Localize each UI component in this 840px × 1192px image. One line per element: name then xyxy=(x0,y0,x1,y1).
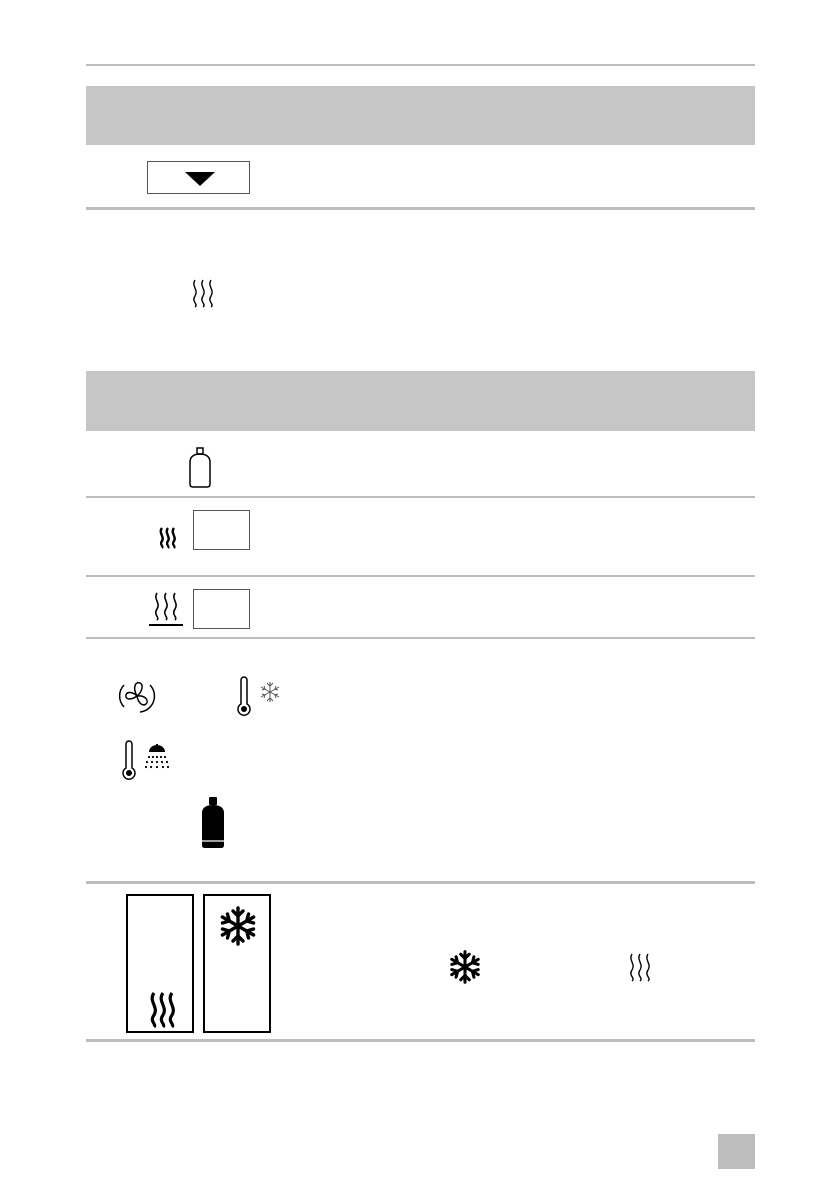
triangle-down-icon xyxy=(185,172,215,186)
snowflake-icon xyxy=(218,906,258,946)
divider xyxy=(86,1039,755,1042)
section-header-band xyxy=(86,86,755,145)
fan-icon xyxy=(118,677,156,715)
divider xyxy=(86,881,755,884)
thermometer-shower-icon xyxy=(121,740,169,780)
cooling-panel xyxy=(203,894,271,1033)
section-header-band-2 xyxy=(86,371,755,431)
heat-surface-icon xyxy=(149,591,183,627)
heat-waves-thin-icon xyxy=(627,952,653,982)
heat-waves-bold-icon xyxy=(158,527,178,549)
thermometer-snowflake-icon xyxy=(236,676,286,716)
divider xyxy=(86,207,755,210)
display-box xyxy=(193,510,250,550)
heat-waves-bold-icon xyxy=(148,991,178,1029)
gas-cylinder-filled-icon xyxy=(201,797,225,849)
gas-cylinder-outline-icon xyxy=(187,446,213,488)
page-tab xyxy=(718,1134,755,1169)
divider xyxy=(86,575,755,577)
divider xyxy=(86,496,755,498)
heat-waves-thin-icon xyxy=(190,278,216,308)
top-rule xyxy=(86,64,755,66)
down-button[interactable] xyxy=(147,161,250,194)
heating-panel xyxy=(126,894,194,1033)
display-box xyxy=(193,589,250,629)
snowflake-icon xyxy=(448,950,482,984)
divider xyxy=(86,637,755,639)
